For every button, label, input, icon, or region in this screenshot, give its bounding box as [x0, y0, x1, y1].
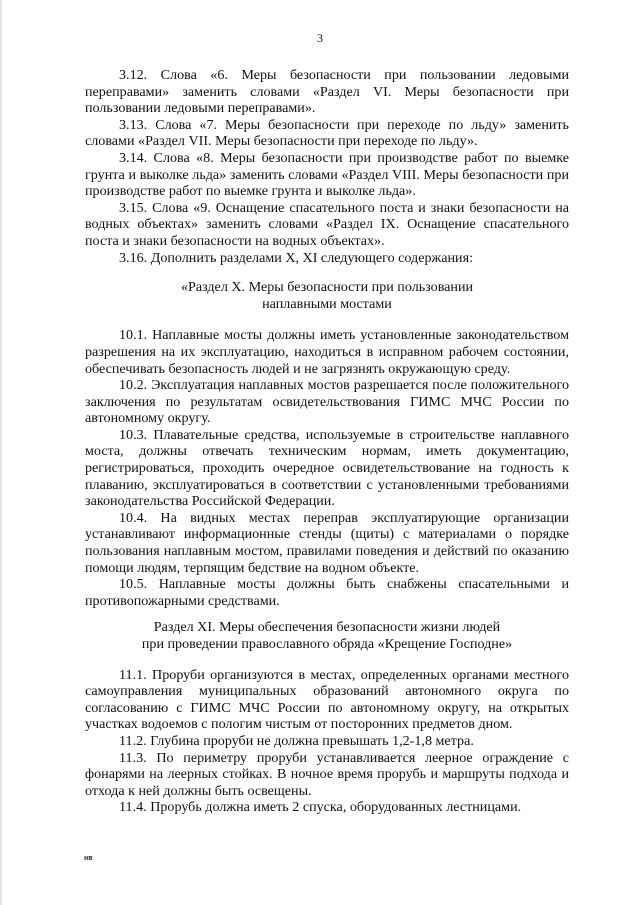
section-xi-heading-line2: при проведении православного обряда «Крещение Господне» — [141, 636, 513, 652]
scan-edge — [0, 0, 3, 905]
paragraph-3-16: 3.16. Дополнить разделами X, XI следующего содержания: — [119, 249, 473, 266]
paragraph-10-2: 10.2. Эксплуатация наплавных мостов разрешается после положительного заключения по результатам освидетельствования ГИМС МЧС России по автономному округу. — [85, 377, 569, 427]
paragraph-10-4: 10.4. На видных местах переправ эксплуатирующие организации устанавливают информационные стенды (щиты) с материалами о порядке пользования наплавным мостом, правилами поведения и действий по оказанию помощи людям, терпящим бедствие на водном объекте. — [85, 509, 569, 576]
paragraph-3-12: 3.12. Слова «6. Меры безопасности при пользовании ледовыми переправами» заменить словами «Раздел VI. Меры безопасности при пользовании ледовыми переправами». — [85, 67, 569, 117]
footer-mark: нв — [84, 855, 93, 862]
paragraph-11-3: 11.3. По периметру проруби устанавливается леерное ограждение с фонарями на леерных стойках. В ночное время прорубь и маршруты подхода и отхода к ней должны быть освещены. — [85, 749, 569, 799]
paragraph-10-3: 10.3. Плавательные средства, используемые в строительстве наплавного моста, должны отвечать техническим нормам, иметь документацию, регистрироваться, проходить очередное освидетельствование на годность к плаванию, эксплуатироваться в соответствии с установленными требованиями законодательства Российской Федерации. — [85, 426, 569, 510]
paragraph-3-14: 3.14. Слова «8. Меры безопасности при производстве работ по выемке грунта и выколке льда» заменить словами «Раздел VIII. Меры безопасности при производстве работ по выемке грунта и выколке льда». — [85, 149, 569, 200]
paragraph-10-5: 10.5. Наплавные мосты должны быть снабжены спасательными и противопожарными средствами. — [85, 576, 569, 609]
paragraph-3-13: 3.13. Слова «7. Меры безопасности при переходе по льду» заменить словами «Раздел VII. Меры безопасности при переходе по льду». — [85, 116, 569, 150]
paragraph-11-2: 11.2. Глубина проруби не должна превышать 1,2-1,8 метра. — [119, 732, 474, 749]
section-xi-heading — [85, 619, 569, 652]
paragraph-11-1: 11.1. Проруби организуются в местах, определенных органами местного самоуправления муниципальных образований автономного округа по согласованию с ГИМС МЧС России по автономному округу, на открытых участках водоемов с пологим чистым от посторонних предметов дном. — [85, 666, 569, 733]
section-xi-body — [85, 667, 569, 816]
paragraph-11-4: 11.4. Прорубь должна иметь 2 спуска, оборудованных лестницами. — [119, 799, 522, 816]
paragraph-10-1: 10.1. Наплавные мосты должны иметь установленные законодательством разрешения на их эксплуатацию, находиться в исправном рабочем состоянии, обеспечивать безопасность людей и не загрязнять окружающую среду. — [85, 327, 569, 377]
section-xi-heading-line1: Раздел XI. Меры обеспечения безопасности жизни людей — [153, 619, 501, 636]
section-x-heading — [85, 279, 569, 312]
section-x-body — [85, 327, 569, 609]
paragraph-3-15: 3.15. Слова «9. Оснащение спасательного поста и знаки безопасности на водных объектах» заменить словами «Раздел IX. Оснащение спасательного поста и знаки безопасности на водных объектах». — [85, 199, 569, 249]
section-x-heading-line2: наплавными мостами — [262, 295, 392, 312]
document-body — [85, 67, 569, 816]
section-x-heading-line1: «Раздел X. Меры безопасности при пользовании — [180, 279, 474, 296]
page-number: 3 — [317, 31, 323, 45]
